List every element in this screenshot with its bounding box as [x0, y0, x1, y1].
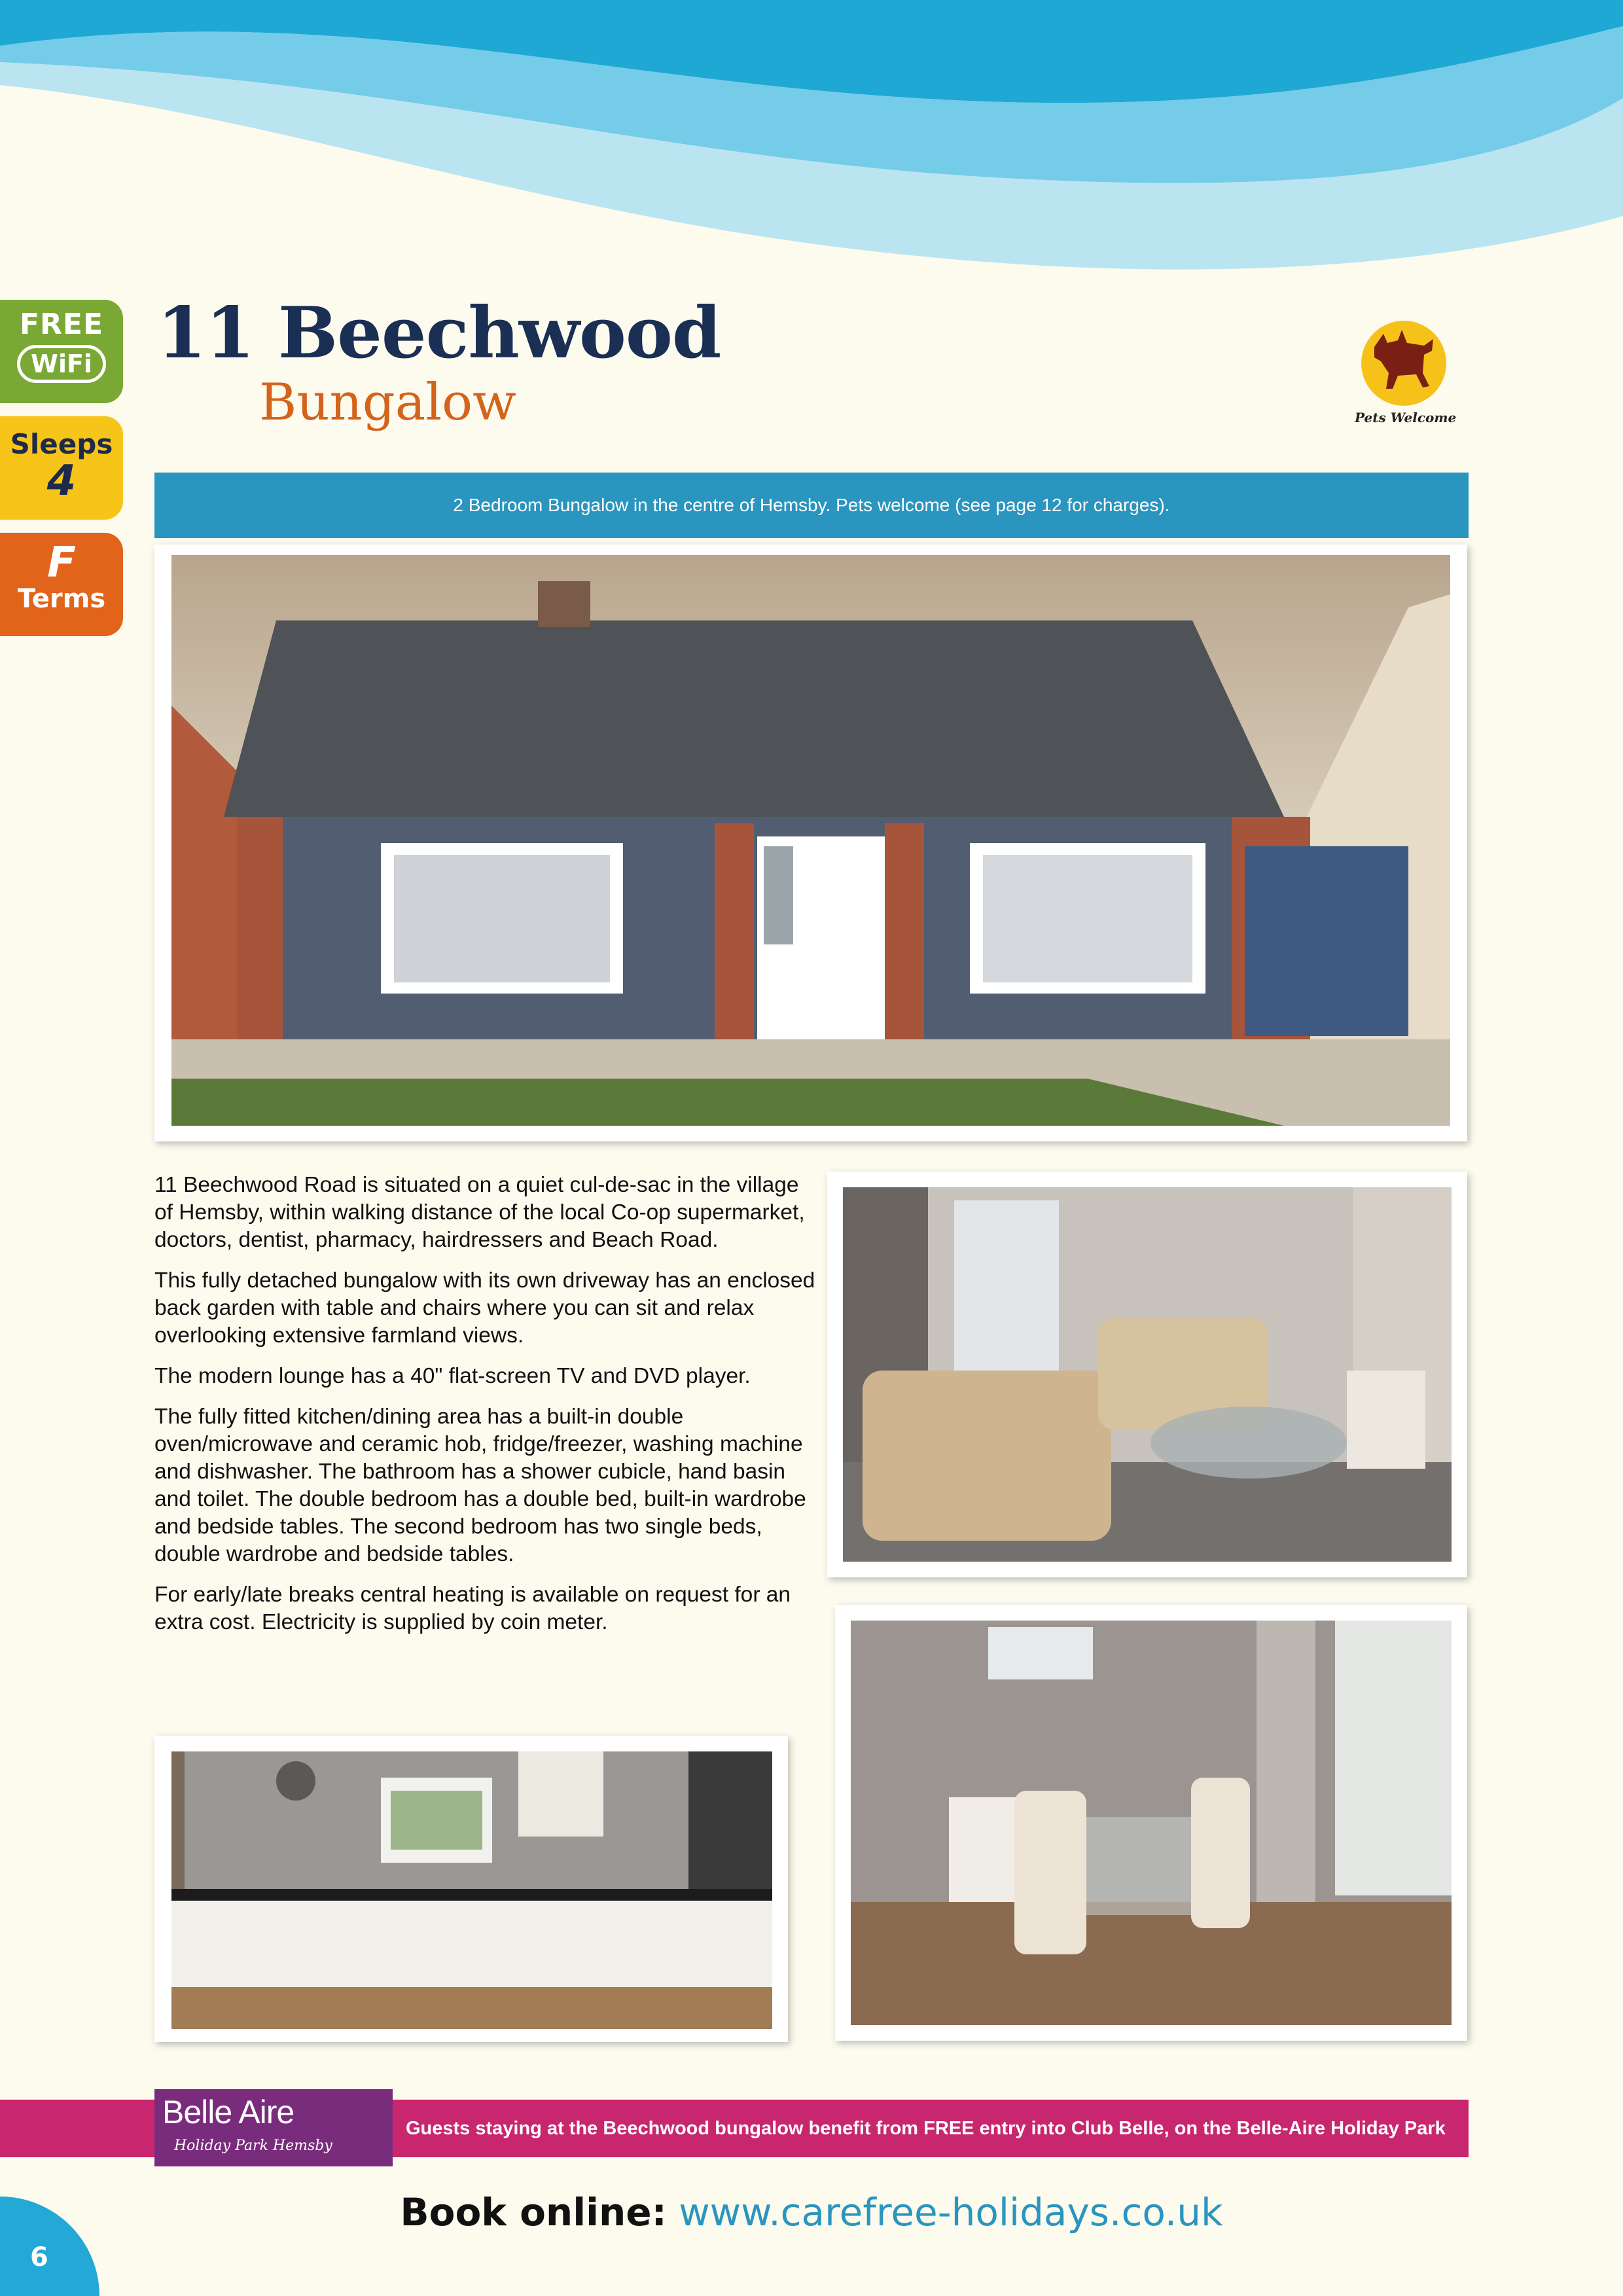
sleeps-badge	[0, 416, 123, 520]
booking-website-link[interactable]: www.carefree-holidays.co.uk	[679, 2190, 1223, 2234]
belle-aire-subtitle: Holiday Park Hemsby	[174, 2138, 332, 2154]
pets-welcome-logo	[1355, 321, 1457, 425]
kitchen-image	[171, 1751, 772, 2029]
book-online-label: Book online:	[400, 2190, 667, 2234]
property-description	[154, 1172, 815, 1649]
house-exterior-image	[171, 555, 1450, 1126]
dining-image	[851, 1621, 1452, 2025]
sleeps-label: Sleeps	[10, 428, 113, 460]
page-number: 6	[30, 2242, 48, 2272]
belle-aire-name: Belle Aire	[162, 2094, 294, 2130]
description-paragraph: This fully detached bungalow with its own driveway has an enclosed back garden with table and chairs where you can sit and relax overlooking extensive farmland views.	[154, 1268, 815, 1348]
lounge-photo	[827, 1172, 1467, 1577]
terms-value: F	[47, 539, 76, 587]
belle-aire-logo	[154, 2089, 393, 2166]
dog-icon	[1361, 321, 1446, 406]
book-online	[0, 2190, 1623, 2234]
pets-welcome-label: Pets Welcome	[1355, 410, 1457, 425]
lounge-image	[843, 1187, 1452, 1562]
club-belle-text: Guests staying at the Beechwood bungalow benefit from FREE entry into Club Belle, on the Belle-Aire Holiday Park	[406, 2118, 1446, 2139]
kitchen-photo	[154, 1736, 788, 2042]
terms-badge	[0, 533, 123, 636]
wifi-free-text: FREE	[19, 308, 104, 341]
wifi-icon: WiFi	[17, 345, 106, 383]
dining-photo	[835, 1605, 1467, 2041]
summary-banner: 2 Bedroom Bungalow in the centre of Hemsby. Pets welcome (see page 12 for charges).	[154, 473, 1469, 538]
house-exterior-photo	[154, 545, 1467, 1141]
property-subtitle: Bungalow	[259, 373, 516, 432]
property-title: 11 Beechwood	[157, 292, 721, 374]
description-paragraph: 11 Beechwood Road is situated on a quiet cul-de-sac in the village of Hemsby, within walking distance of the local Co-op supermarket, doctors, dentist, pharmacy, hairdressers and Beach Road.	[154, 1173, 805, 1252]
terms-label: Terms	[17, 584, 106, 614]
free-wifi-badge	[0, 300, 123, 403]
header-wave	[0, 0, 1623, 295]
description-paragraph: For early/late breaks central heating is available on request for an extra cost. Electricity is supplied by coin meter.	[154, 1583, 791, 1634]
description-paragraph: The modern lounge has a 40" flat-screen TV and DVD player.	[154, 1364, 751, 1388]
description-paragraph: The fully fitted kitchen/dining area has a built-in double oven/microwave and ceramic hob, fridge/freezer, washing machine and dishwasher. The bathroom has a shower cubicle, hand basin and toilet. The double bedroom has a double bed, built-in wardrobe and bedside tables. The second bedroom has two single beds, double wardrobe and bedside tables.	[154, 1405, 806, 1566]
sleeps-value: 4	[46, 457, 77, 505]
